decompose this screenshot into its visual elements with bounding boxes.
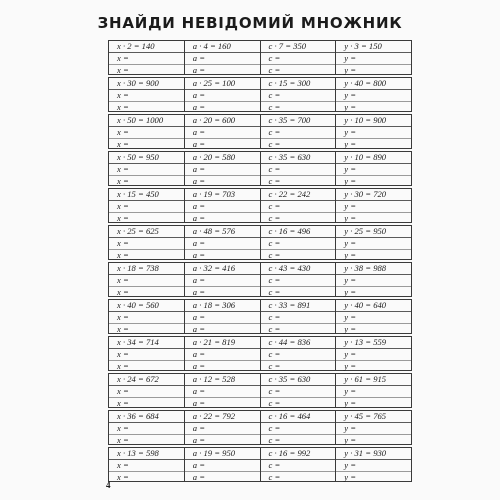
equation-text: a · 21 = 819 <box>185 337 260 349</box>
page-number: 4 <box>106 480 111 490</box>
answer-line[interactable]: a = <box>192 250 205 260</box>
answer-line[interactable]: a = <box>192 65 205 75</box>
exercise-block <box>108 225 412 260</box>
equation-text: c · 44 = 836 <box>261 337 336 349</box>
exercise-block <box>108 299 412 334</box>
answer-line[interactable]: c = <box>261 460 336 472</box>
equation-text: x · 25 = 625 <box>109 226 184 238</box>
answer-line[interactable]: c = <box>268 176 281 186</box>
answer-line[interactable]: y = <box>344 65 357 75</box>
equation-text: a · 32 = 416 <box>185 263 260 275</box>
equation-text: y · 10 = 890 <box>336 152 411 164</box>
equation-text: a · 19 = 950 <box>185 448 260 460</box>
exercise-block <box>108 151 412 186</box>
exercise-cell <box>260 300 336 333</box>
exercise-cell <box>260 337 336 370</box>
answer-line[interactable]: c = <box>268 324 281 334</box>
equation-text: x · 18 = 738 <box>109 263 184 275</box>
answer-line[interactable]: y = <box>336 164 411 176</box>
answer-line[interactable]: c = <box>261 275 336 287</box>
exercise-cell <box>184 263 260 296</box>
equation-text: x · 24 = 672 <box>109 374 184 386</box>
exercise-block <box>108 336 412 371</box>
answer-line[interactable]: a = <box>192 361 205 371</box>
exercise-cell <box>260 152 336 185</box>
exercise-cell <box>109 78 184 111</box>
equation-text: a · 12 = 528 <box>185 374 260 386</box>
answer-line[interactable]: c = <box>268 102 281 112</box>
exercise-cell <box>335 152 411 185</box>
answer-line[interactable]: x = <box>109 53 184 65</box>
answer-line[interactable]: c = <box>261 386 336 398</box>
answer-line[interactable]: c = <box>268 139 281 149</box>
answer-line[interactable]: x = <box>117 324 129 334</box>
answer-line[interactable]: c = <box>268 250 281 260</box>
answer-line[interactable]: x = <box>117 398 129 408</box>
equation-text: a · 20 = 600 <box>185 115 260 127</box>
equation-text: y · 40 = 640 <box>336 300 411 312</box>
answer-line[interactable]: c = <box>268 398 281 408</box>
exercise-block <box>108 447 412 482</box>
answer-line[interactable]: x = <box>109 460 184 472</box>
answer-line[interactable]: y = <box>344 435 357 445</box>
exercise-cell <box>260 448 336 481</box>
exercise-cell <box>109 411 184 444</box>
answer-line[interactable]: y = <box>336 349 411 361</box>
answer-line[interactable]: x = <box>117 361 129 371</box>
answer-line[interactable]: c = <box>268 287 281 297</box>
answer-line[interactable]: x = <box>109 349 184 361</box>
answer-line[interactable]: x = <box>117 139 129 149</box>
answer-line[interactable]: a = <box>192 472 205 482</box>
equation-text: c · 22 = 242 <box>261 189 336 201</box>
equation-text: c · 43 = 430 <box>261 263 336 275</box>
equation-text: y · 25 = 950 <box>336 226 411 238</box>
equation-text: x · 13 = 598 <box>109 448 184 460</box>
answer-line[interactable]: a = <box>192 435 205 445</box>
equation-text: x · 34 = 714 <box>109 337 184 349</box>
exercise-cell <box>335 189 411 222</box>
answer-line[interactable]: y = <box>344 102 357 112</box>
answer-line[interactable]: a = <box>185 312 260 324</box>
exercise-cell <box>109 374 184 407</box>
answer-line[interactable]: y = <box>336 201 411 213</box>
answer-line[interactable]: a = <box>185 127 260 139</box>
exercise-cell <box>184 41 260 74</box>
equation-text: x · 30 = 900 <box>109 78 184 90</box>
answer-line[interactable]: y = <box>336 90 411 102</box>
answer-line[interactable]: c = <box>261 349 336 361</box>
exercise-cell <box>109 263 184 296</box>
exercise-cell <box>184 374 260 407</box>
equation-text: c · 16 = 496 <box>261 226 336 238</box>
equation-text: a · 18 = 306 <box>185 300 260 312</box>
answer-line[interactable]: c = <box>261 312 336 324</box>
answer-line[interactable]: a = <box>192 176 205 186</box>
equation-text: c · 16 = 464 <box>261 411 336 423</box>
answer-line[interactable]: c = <box>261 201 336 213</box>
answer-line[interactable]: x = <box>117 435 129 445</box>
equation-text: c · 16 = 992 <box>261 448 336 460</box>
exercise-cell <box>109 189 184 222</box>
answer-line[interactable]: y = <box>344 213 357 223</box>
answer-line[interactable]: c = <box>261 423 336 435</box>
equation-text: c · 15 = 300 <box>261 78 336 90</box>
exercise-cell <box>335 300 411 333</box>
answer-line[interactable]: a = <box>192 398 205 408</box>
equation-text: x · 40 = 560 <box>109 300 184 312</box>
answer-line[interactable]: a = <box>185 275 260 287</box>
answer-line[interactable]: y = <box>336 423 411 435</box>
exercise-cell <box>335 41 411 74</box>
equation-text: c · 35 = 700 <box>261 115 336 127</box>
exercise-block <box>108 373 412 408</box>
equation-text: a · 25 = 100 <box>185 78 260 90</box>
exercise-cell <box>260 189 336 222</box>
exercise-cell <box>335 411 411 444</box>
equation-text: y · 13 = 559 <box>336 337 411 349</box>
exercise-cell <box>260 41 336 74</box>
equation-text: y · 3 = 150 <box>336 41 411 53</box>
exercise-cell <box>335 263 411 296</box>
exercise-cell <box>335 226 411 259</box>
answer-line[interactable]: a = <box>185 53 260 65</box>
answer-line[interactable]: x = <box>117 287 129 297</box>
exercise-cell <box>260 263 336 296</box>
exercise-cell <box>335 337 411 370</box>
exercise-cell <box>109 226 184 259</box>
answer-line[interactable]: y = <box>336 127 411 139</box>
page-title: ЗНАЙДИ НЕВІДОМИЙ МНОЖНИК <box>97 14 403 32</box>
equation-text: a · 19 = 703 <box>185 189 260 201</box>
equation-text: y · 31 = 930 <box>336 448 411 460</box>
exercise-cell <box>184 411 260 444</box>
answer-line[interactable]: x = <box>109 201 184 213</box>
answer-line[interactable]: a = <box>185 349 260 361</box>
answer-line[interactable]: y = <box>336 386 411 398</box>
answer-line[interactable]: a = <box>185 423 260 435</box>
equation-text: y · 30 = 720 <box>336 189 411 201</box>
equation-text: a · 22 = 792 <box>185 411 260 423</box>
answer-line[interactable]: y = <box>336 460 411 472</box>
answer-line[interactable]: c = <box>261 127 336 139</box>
answer-line[interactable]: a = <box>185 386 260 398</box>
answer-line[interactable]: y = <box>344 398 357 408</box>
exercise-block <box>108 114 412 149</box>
answer-line[interactable]: x = <box>117 472 129 482</box>
exercise-cell <box>260 374 336 407</box>
answer-line[interactable]: a = <box>192 139 205 149</box>
exercise-cell <box>260 78 336 111</box>
equation-text: x · 50 = 1000 <box>109 115 184 127</box>
exercise-cell <box>109 152 184 185</box>
equation-text: a · 20 = 580 <box>185 152 260 164</box>
answer-line[interactable]: c = <box>268 472 281 482</box>
exercise-cell <box>260 115 336 148</box>
answer-line[interactable]: c = <box>261 238 336 250</box>
answer-line[interactable]: x = <box>109 312 184 324</box>
exercise-block <box>108 40 412 75</box>
answer-line[interactable]: y = <box>344 287 357 297</box>
answer-line[interactable]: y = <box>336 312 411 324</box>
equation-text: c · 7 = 350 <box>261 41 336 53</box>
answer-line[interactable]: y = <box>344 472 357 482</box>
answer-line[interactable]: c = <box>261 90 336 102</box>
answer-line[interactable]: y = <box>344 361 357 371</box>
exercise-block <box>108 77 412 112</box>
exercise-cell <box>109 115 184 148</box>
exercise-cell <box>184 300 260 333</box>
answer-line[interactable]: y = <box>336 275 411 287</box>
answer-line[interactable]: x = <box>109 164 184 176</box>
exercise-cell <box>335 115 411 148</box>
answer-line[interactable]: x = <box>109 90 184 102</box>
exercise-cell <box>184 448 260 481</box>
answer-line[interactable]: a = <box>192 102 205 112</box>
equation-text: y · 40 = 800 <box>336 78 411 90</box>
equation-text: x · 2 = 140 <box>109 41 184 53</box>
exercise-block <box>108 410 412 445</box>
answer-line[interactable]: a = <box>185 164 260 176</box>
answer-line[interactable]: x = <box>117 65 129 75</box>
answer-line[interactable]: c = <box>268 65 281 75</box>
answer-line[interactable]: x = <box>109 423 184 435</box>
answer-line[interactable]: y = <box>344 139 357 149</box>
answer-line[interactable]: x = <box>117 102 129 112</box>
exercise-cell <box>184 337 260 370</box>
exercise-cell <box>184 78 260 111</box>
answer-line[interactable]: y = <box>344 250 357 260</box>
answer-line[interactable]: a = <box>185 90 260 102</box>
equation-text: x · 15 = 450 <box>109 189 184 201</box>
answer-line[interactable]: y = <box>344 176 357 186</box>
answer-line[interactable]: y = <box>336 238 411 250</box>
answer-line[interactable]: x = <box>117 250 129 260</box>
exercise-cell <box>260 226 336 259</box>
answer-line[interactable]: x = <box>117 176 129 186</box>
equation-text: y · 10 = 900 <box>336 115 411 127</box>
exercise-cell <box>109 448 184 481</box>
exercise-cell <box>184 189 260 222</box>
exercise-cell <box>335 448 411 481</box>
answer-line[interactable]: x = <box>109 238 184 250</box>
answer-line[interactable]: a = <box>185 201 260 213</box>
equation-text: c · 35 = 630 <box>261 374 336 386</box>
answer-line[interactable]: a = <box>192 324 205 334</box>
exercise-cell <box>109 41 184 74</box>
answer-line[interactable]: c = <box>268 435 281 445</box>
exercise-cell <box>260 411 336 444</box>
equation-text: y · 45 = 765 <box>336 411 411 423</box>
answer-line[interactable]: y = <box>336 53 411 65</box>
answer-line[interactable]: a = <box>185 238 260 250</box>
equation-text: c · 33 = 891 <box>261 300 336 312</box>
equation-text: x · 36 = 684 <box>109 411 184 423</box>
answer-line[interactable]: c = <box>268 213 281 223</box>
exercise-cell <box>184 226 260 259</box>
answer-line[interactable]: c = <box>261 53 336 65</box>
exercise-cell <box>335 78 411 111</box>
answer-line[interactable]: a = <box>192 287 205 297</box>
equation-text: c · 35 = 630 <box>261 152 336 164</box>
answer-line[interactable]: a = <box>185 460 260 472</box>
exercise-cell <box>335 374 411 407</box>
exercise-cell <box>109 337 184 370</box>
exercise-cell <box>109 300 184 333</box>
answer-line[interactable]: c = <box>261 164 336 176</box>
answer-line[interactable]: c = <box>268 361 281 371</box>
equation-text: x · 50 = 950 <box>109 152 184 164</box>
answer-line[interactable]: y = <box>344 324 357 334</box>
answer-line[interactable]: a = <box>192 213 205 223</box>
exercise-cell <box>184 152 260 185</box>
answer-line[interactable]: x = <box>109 386 184 398</box>
equation-text: y · 61 = 915 <box>336 374 411 386</box>
equation-text: a · 4 = 160 <box>185 41 260 53</box>
exercise-block <box>108 262 412 297</box>
answer-line[interactable]: x = <box>117 213 129 223</box>
equation-text: a · 48 = 576 <box>185 226 260 238</box>
exercise-block <box>108 188 412 223</box>
answer-line[interactable]: x = <box>109 275 184 287</box>
answer-line[interactable]: x = <box>109 127 184 139</box>
equation-text: y · 38 = 988 <box>336 263 411 275</box>
exercise-cell <box>184 115 260 148</box>
